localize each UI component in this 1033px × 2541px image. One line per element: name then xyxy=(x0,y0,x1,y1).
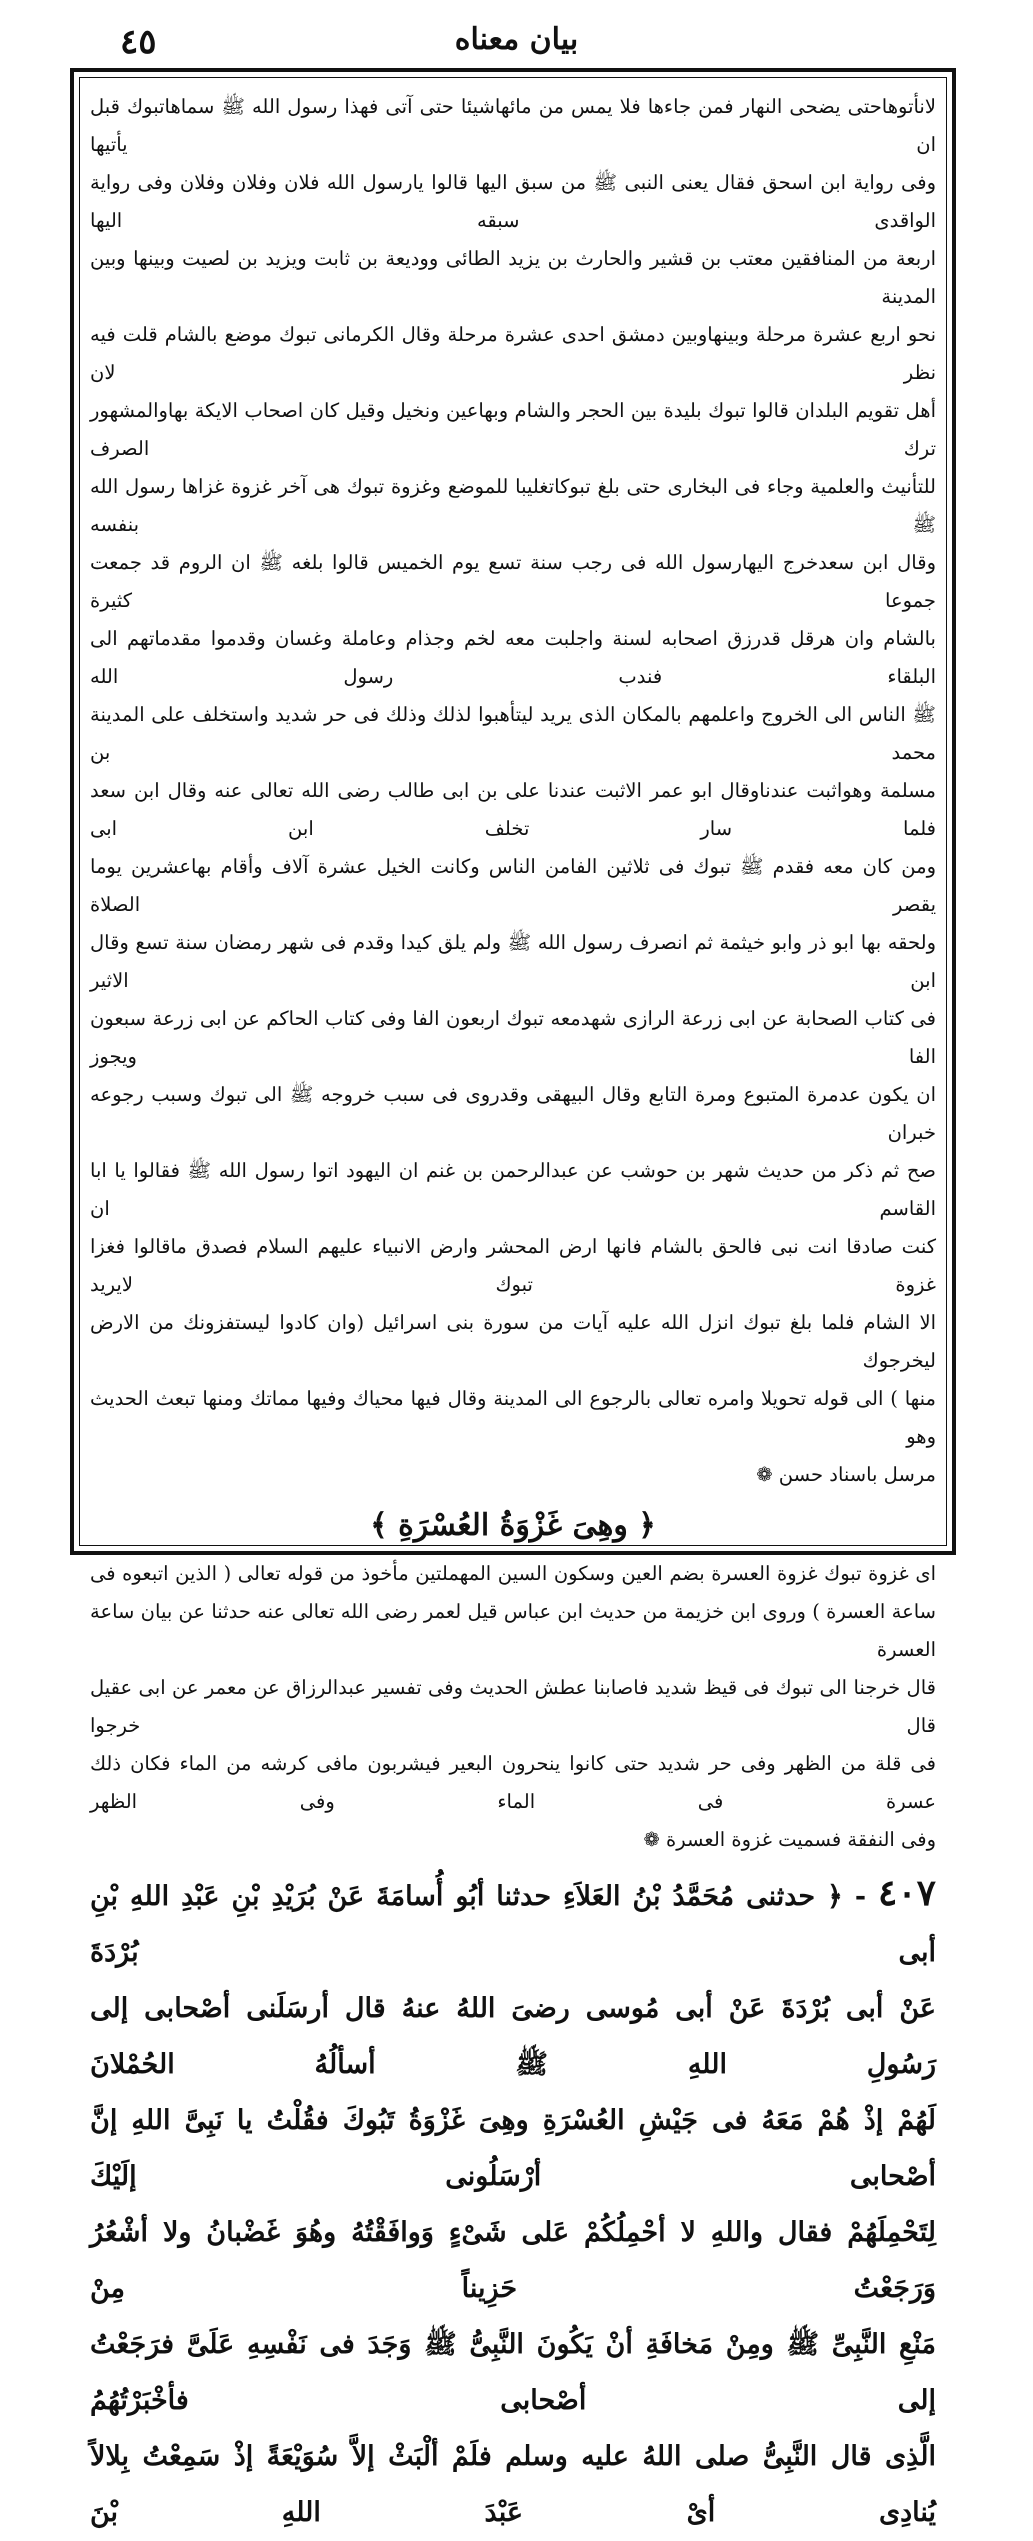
hadith-line: الَّذِى قال النَّبِىُّ صلى اللهُ عليه وسلم فلَمْ ألْبَثْ إلاَّ سُوَيْعَةً إذْ سَمِعْتُ بِلالاً يُنادِى أىْ عَبْدَ اللهِ بْنَ xyxy=(90,2441,936,2528)
text-line: ومن كان معه فقدم ﷺ تبوك فى ثلاثين الفامن الناس وكانت الخيل عشرة آلاف وأقام بهاعشرين يوما يقصر الصلاة xyxy=(90,855,936,916)
hadith-line: لَهُمْ إذْ هُمْ مَعَهُ فى جَيْشِ العُسْرَةِ وهِىَ غَزْوَةُ تَبُوكَ فقُلْتُ يا نَبِىَّ اللهِ إنَّ أصْحابى أرْسَلُونى إلَيْكَ xyxy=(90,2105,936,2192)
text-line: فى قلة من الظهر وفى حر شديد حتى كانوا ينحرون البعير فيشربون مافى كرشه من الماء فكان ذلك عسرة فى الماء وفى الظهر xyxy=(90,1752,936,1813)
text-line: وقال ابن سعدخرج اليهارسول الله فى رجب سنة تسع يوم الخميس قالوا بلغه ﷺ ان الروم قد جمعت جموعا كثيرة xyxy=(90,551,936,612)
text-line: ﷺ الناس الى الخروج واعلمهم بالمكان الذى يريد ليتأهبوا لذلك وذلك فى حر شديد واستخلف على المدينة محمد بن xyxy=(90,703,936,764)
text-line: اربعة من المنافقين معتب بن قشير والحارث بن يزيد الطائى ووديعة بن ثابت ويزيد بن لصيت وبينها وبين المدينة xyxy=(90,247,936,308)
text-line: فى كتاب الصحابة عن ابى زرعة الرازى شهدمعه تبوك اربعون الفا وفى كتاب الحاكم عن ابى زرعة سبعون الفا ويجوز xyxy=(90,1007,936,1068)
text-line: بالشام وان هرقل قدرزق اصحابه لسنة واجلبت معه لخم وجذام وعاملة وغسان وقدموا مقدماتهم الى البلقاء فندب رسول الله xyxy=(90,627,936,688)
hadith-block xyxy=(90,1865,936,2541)
text-line: وفى النفقة فسميت غزوة العسرة ❁ xyxy=(643,1828,936,1851)
page-header xyxy=(0,18,1033,68)
text-line: ان يكون عدمرة المتبوع ومرة التابع وقال البيهقى وقدروى فى سبب خروجه ﷺ الى تبوك وسبب رجوعه خبران xyxy=(90,1083,936,1144)
hadith-line: مَنْعِ النَّبِىِّ ﷺ ومِنْ مَخافَةِ أنْ يَكُونَ النَّبِىُّ ﷺ وَجَدَ فى نَفْسِهِ عَلَىَّ فرَجَعْتُ إلى أصْحابى فأخْبَرْتُهُمُ xyxy=(90,2329,936,2416)
text-line: ولحقه بها ابو ذر وابو خيثمة ثم انصرف رسول الله ﷺ ولم يلق كيدا وقدم فى شهر رمضان سنة تسع وقال ابن الاثير xyxy=(90,931,936,992)
text-line: نحو اربع عشرة مرحلة وبينهاوبين دمشق احدى عشرة مرحلة وقال الكرمانى تبوك موضع بالشام قلت فيه نظر لان xyxy=(90,323,936,384)
hadith-line: ٤٠٧ - ﴿ حدثنى مُحَمَّدُ بْنُ العَلاَءِ حدثنا أبُو أُسامَةَ عَنْ بُرَيْدِ بْنِ عَبْدِ اللهِ بْنِ أبى بُرْدَةَ xyxy=(90,1872,936,1968)
hadith-text: ﴿ حدثنى مُحَمَّدُ بْنُ العَلاَءِ حدثنا أبُو أُسامَةَ عَنْ بُرَيْدِ بْنِ عَبْدِ اللهِ بْنِ أبى بُرْدَةَ xyxy=(90,1881,936,1968)
commentary-block xyxy=(90,88,936,1494)
text-line: منها ) الى قوله تحويلا وامره تعالى بالرجوع الى المدينة وقال فيها محياك وفيها مماتك ومنها تبعث الحديث وهو xyxy=(90,1387,936,1448)
hadith-line: عَنْ أبى بُرْدَةَ عَنْ أبى مُوسى رضىَ اللهُ عنهُ قال أرسَلَنى أصْحابى إلى رَسُولِ اللهِ ﷺ أسألُهُ الحُمْلانَ xyxy=(90,1993,936,2080)
section-heading: ﴿ وهِىَ غَزْوَةُ العُسْرَةِ ﴾ xyxy=(370,1508,656,1543)
page-number: ٤٥ xyxy=(120,22,157,62)
text-line: اى غزوة تبوك غزوة العسرة بضم العين وسكون السين المهملتين مأخوذ من قوله تعالى ( الذين اتبعوه فى xyxy=(90,1562,936,1585)
page-frame xyxy=(70,68,956,2528)
text-line: للتأنيث والعلمية وجاء فى البخارى حتى بلغ تبوكاتغليبا للموضع وغزوة تبوك هى آخر غزوة غزاها رسول الله ﷺ بنفسه xyxy=(90,475,936,536)
text-line: كنت صادقا انت نبى فالحق بالشام فانها ارض المحشر وارض الانبياء عليهم السلام فصدق ماقالوا فغزا غزوة تبوك لايريد xyxy=(90,1235,936,1296)
hadith-number: ٤٠٧ xyxy=(877,1872,936,1914)
text-line: الا الشام فلما بلغ تبوك انزل الله عليه آيات من سورة بنى اسرائيل (وان كادوا ليستفزونك من الارض ليخرجوك xyxy=(90,1311,936,1372)
text-line: صح ثم ذكر من حديث شهر بن حوشب عن عبدالرحمن بن غنم ان اليهود اتوا رسول الله ﷺ فقالوا يا ابا القاسم ان xyxy=(90,1159,936,1220)
running-title: بيان معناه xyxy=(454,22,579,57)
text-line: لانأتوهاحتى يضحى النهار فمن جاءها فلا يمس من مائهاشيئا حتى آتى فهذا رسول الله ﷺ سماهاتبوك قبل ان يأتيها xyxy=(90,95,936,156)
text-line: وفى رواية ابن اسحق فقال يعنى النبى ﷺ من سبق اليها قالوا يارسول الله فلان وفلان وفلان وفى رواية الواقدى سبقه اليها xyxy=(90,171,936,232)
text-line: مرسل باسناد حسن ❁ xyxy=(756,1463,936,1486)
text-line: أهل تقويم البلدان قالوا تبوك بليدة بين الحجر والشام وبهاعين ونخيل وقيل كان اصحاب الايكة بهاوالمشهور ترك الصرف xyxy=(90,399,936,460)
text-line: مسلمة وهواثبت عندناوقال ابو عمر الاثبت عندنا على بن ابى طالب رضى الله تعالى عنه وقال ابن سعد فلما سار تخلف ابن ابى xyxy=(90,779,936,840)
text-line: قال خرجنا الى تبوك فى قيظ شديد فاصابنا عطش الحديث وفى تفسير عبدالرزاق عن معمر عن ابى عقيل قال خرجوا xyxy=(90,1676,936,1737)
page-content xyxy=(90,88,936,2528)
section-text-block xyxy=(90,1555,936,1859)
hadith-line: لِتَحْمِلَهُمْ فقال واللهِ لا أحْمِلُكُمْ عَلى شَىْءٍ وَوافَقْتُهُ وهُوَ غَضْبانُ ولا أشْعُرُ وَرَجَعْتُ حَزِيناً مِنْ xyxy=(90,2217,936,2304)
text-line: ساعة العسرة ) وروى ابن خزيمة من حديث ابن عباس قيل لعمر رضى الله تعالى عنه حدثنا عن بيان ساعة العسرة xyxy=(90,1600,936,1661)
